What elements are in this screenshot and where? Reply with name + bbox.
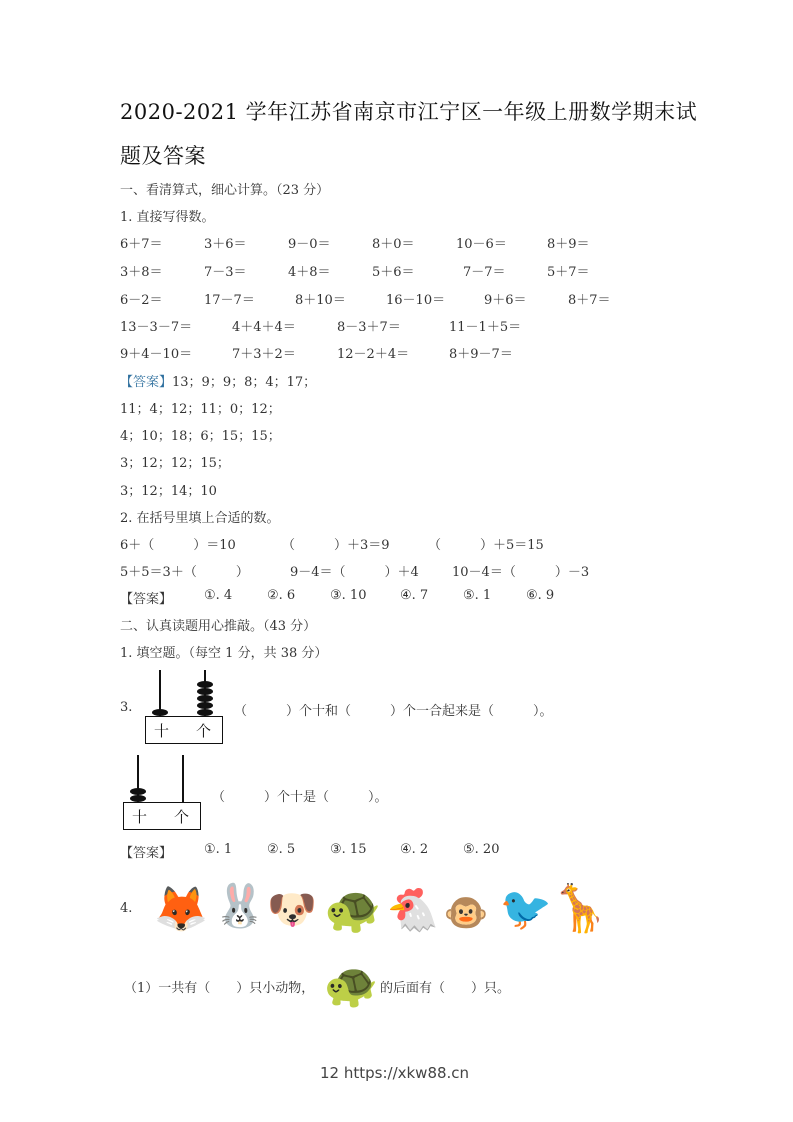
- arith-item: 8＋9－7＝: [449, 347, 513, 362]
- arith-item: 8－3＋7＝: [337, 320, 401, 335]
- tens-label: 十: [132, 808, 148, 826]
- ones-label: 个: [174, 808, 190, 826]
- fill-item: （ ）＋5＝15: [428, 538, 544, 553]
- answer-tag: 【答案】: [120, 592, 173, 607]
- arith-item: 3＋8＝: [120, 265, 163, 280]
- page-footer: 12 https://xkw88.cn: [320, 1064, 470, 1082]
- arith-item: 7－7＝: [463, 265, 506, 280]
- q1-answer-line-3: 4；10；18；6；15；15；: [120, 429, 281, 444]
- ones-bead: [197, 709, 213, 716]
- arith-item: 12－2＋4＝: [337, 347, 410, 362]
- section2-heading: 二、认真读题用心推敲。（43 分）: [120, 619, 317, 634]
- arith-item: 9＋6＝: [484, 293, 527, 308]
- q4-number: 4.: [120, 901, 133, 916]
- arith-item: 9＋4－10＝: [120, 347, 193, 362]
- q3-text-2: （ ）个十是（ ）。: [212, 790, 388, 805]
- giraffe-icon: 🦒: [551, 880, 609, 935]
- answer-tag: 【答案】: [120, 846, 173, 861]
- arith-item: 6＋7＝: [120, 237, 163, 252]
- arith-item: 10－6＝: [456, 237, 507, 252]
- arith-item: 5＋7＝: [547, 265, 590, 280]
- ones-bead: [197, 695, 213, 702]
- arith-item: 16－10＝: [386, 293, 446, 308]
- arith-item: 8＋0＝: [372, 237, 415, 252]
- q1-answer-line-4: 3；12；12；15；: [120, 456, 230, 471]
- fill-item: 5＋5＝3＋（ ）: [120, 565, 249, 580]
- answer-item: ③. 15: [330, 842, 367, 857]
- answer-item: ⑤. 20: [463, 842, 500, 857]
- arith-item: 8＋10＝: [295, 293, 346, 308]
- fill-item: 9－4＝（ ）＋4: [290, 565, 419, 580]
- fox-icon: 🦊: [153, 884, 209, 935]
- ones-rod: [182, 755, 184, 803]
- arith-item: 7－3＝: [204, 265, 247, 280]
- abacus-place-box: [145, 716, 223, 744]
- answer-item: ③. 10: [330, 588, 367, 603]
- q1-answer-line-5: 3；12；14；10: [120, 484, 217, 499]
- arith-item: 3＋6＝: [204, 237, 247, 252]
- answer-item: ④. 2: [400, 842, 429, 857]
- puppy-icon: 🐶: [267, 886, 317, 933]
- q3-text-1: （ ）个十和（ ）个一合起来是（ ）。: [234, 704, 553, 719]
- q4-sub1-part2: 的后面有（ ）只。: [380, 981, 511, 996]
- q4-sub1-part1: （1）一共有（ ）只小动物，: [124, 981, 315, 996]
- answer-item: ①. 1: [204, 842, 233, 857]
- document-title-line2: 题及答案: [120, 144, 206, 168]
- monkey-icon: 🐵: [443, 893, 489, 934]
- q1-fill-label: 1. 填空题。（每空 1 分，共 38 分）: [120, 646, 328, 661]
- q2-label: 2. 在括号里填上合适的数。: [120, 511, 280, 526]
- answer-item: ⑥. 9: [526, 588, 555, 603]
- tens-label: 十: [154, 722, 170, 740]
- ones-bead: [197, 688, 213, 695]
- arith-item: 4＋8＝: [288, 265, 331, 280]
- ones-bead: [197, 681, 213, 688]
- arith-item: 17－7＝: [204, 293, 255, 308]
- q1-answer-line-2: 11；4；12；11；0；12；: [120, 402, 281, 417]
- arith-item: 8＋9＝: [547, 237, 590, 252]
- rooster-icon: 🐔: [386, 885, 440, 934]
- arith-item: 13－3－7＝: [120, 320, 193, 335]
- document-title-line1: 2020-2021 学年江苏省南京市江宁区一年级上册数学期末试: [120, 100, 698, 124]
- turtle-icon: 🐢: [324, 881, 382, 936]
- answer-tag: 【答案】: [120, 375, 173, 390]
- fill-item: 6＋（ ）＝10: [120, 538, 236, 553]
- answer-values: 13；9；9；8；4；17；: [172, 375, 317, 390]
- tens-bead: [152, 709, 168, 716]
- tens-bead: [130, 795, 146, 802]
- q1-answer-line-1: [120, 371, 316, 390]
- arith-item: 11－1＋5＝: [449, 320, 522, 335]
- swallow-icon: 🐦: [499, 884, 553, 933]
- answer-item: ⑤. 1: [463, 588, 492, 603]
- arith-item: 6－2＝: [120, 293, 163, 308]
- ones-label: 个: [196, 722, 212, 740]
- ones-bead: [197, 702, 213, 709]
- q3-number: 3.: [120, 700, 133, 715]
- arith-item: 8＋7＝: [568, 293, 611, 308]
- section1-heading: 一、看清算式，细心计算。（23 分）: [120, 183, 330, 198]
- answer-item: ④. 7: [400, 588, 429, 603]
- arith-item: 5＋6＝: [372, 265, 415, 280]
- answer-item: ①. 4: [204, 588, 233, 603]
- q1-label: 1. 直接写得数。: [120, 210, 215, 225]
- fill-item: （ ）＋3＝9: [282, 538, 390, 553]
- answer-item: ②. 5: [267, 842, 296, 857]
- arith-item: 9－0＝: [288, 237, 331, 252]
- arith-item: 7＋3＋2＝: [232, 347, 296, 362]
- turtle-icon: 🐢: [323, 960, 379, 1011]
- answer-item: ②. 6: [267, 588, 296, 603]
- rabbit-icon: 🐰: [213, 881, 267, 930]
- fill-item: 10－4＝（ ）－3: [452, 565, 590, 580]
- arith-item: 4＋4＋4＝: [232, 320, 296, 335]
- abacus-place-box: [123, 802, 201, 830]
- tens-bead: [130, 788, 146, 795]
